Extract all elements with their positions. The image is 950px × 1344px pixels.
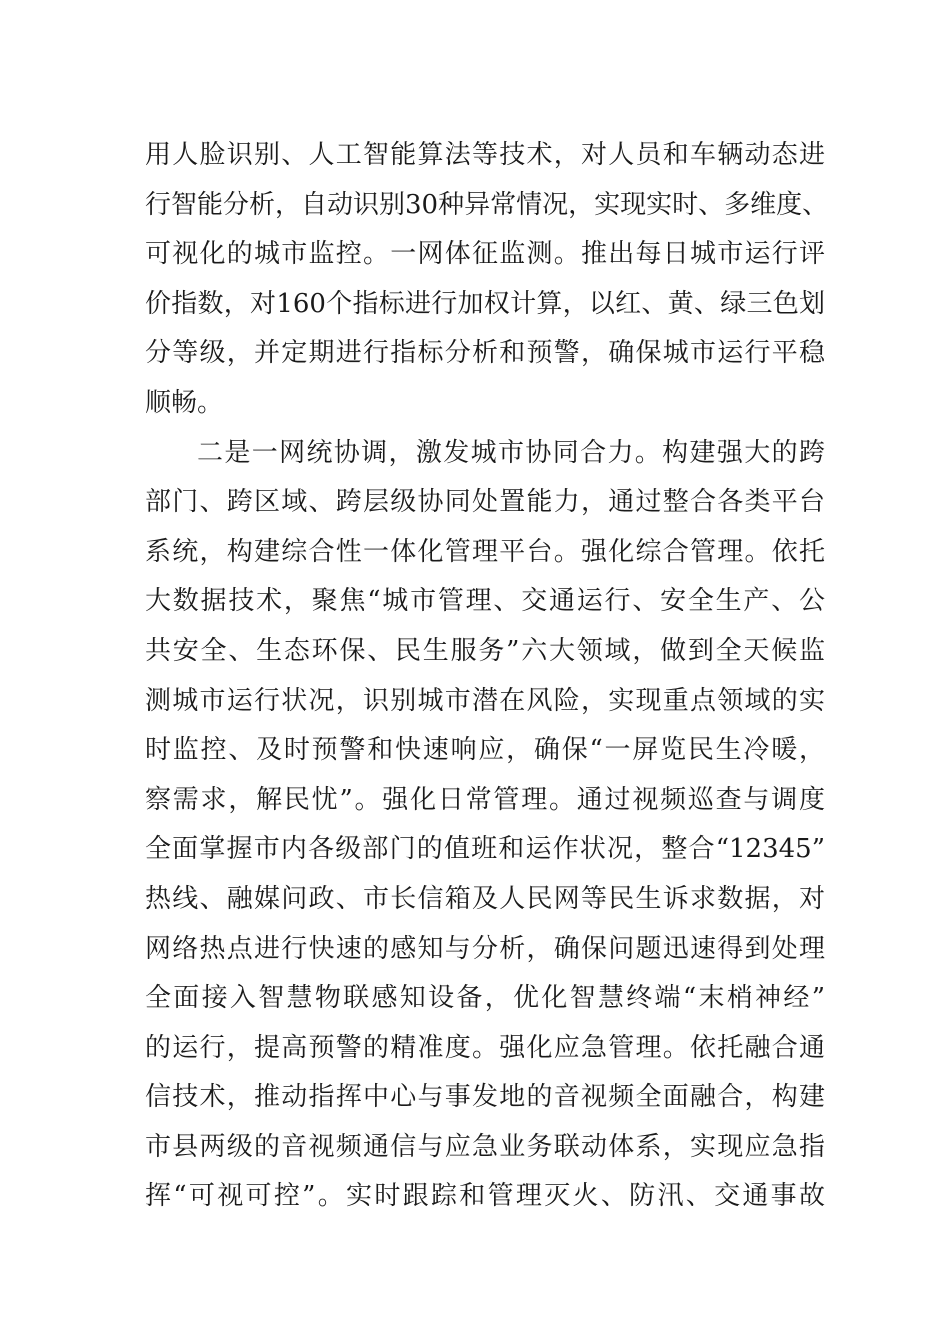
- text-line: 全面掌握市内各级部门的值班和运作状况，整合“12345”: [145, 834, 825, 865]
- text-line: 的运行，提高预警的精准度。强化应急管理。依托融合通: [145, 1032, 825, 1063]
- text-line: 察需求，解民忧”。强化日常管理。通过视频巡查与调度: [145, 784, 825, 815]
- text-line: 市县两级的音视频通信与应急业务联动体系，实现应急指: [145, 1131, 825, 1162]
- text-line: 行智能分析，自动识别30种异常情况，实现实时、多维度、: [145, 189, 829, 220]
- text-line: 时监控、及时预警和快速响应，确保“一屏览民生冷暖，: [145, 735, 825, 766]
- text-line: 网络热点进行快速的感知与分析，确保问题迅速得到处理: [145, 933, 825, 964]
- text-line: 系统，构建综合性一体化管理平台。强化综合管理。依托: [145, 536, 825, 567]
- text-line: 全面接入智慧物联感知设备，优化智慧终端“末梢神经”: [145, 983, 825, 1014]
- text-line: 大数据技术，聚焦“城市管理、交通运行、安全生产、公: [145, 586, 825, 617]
- text-line: 顺畅。: [145, 387, 224, 418]
- paragraph-start-line: 二是一网统协调，激发城市协同合力。构建强大的跨: [197, 437, 825, 468]
- text-line: 共安全、生态环保、民生服务”六大领域，做到全天候监: [145, 635, 825, 666]
- text-line: 信技术，推动指挥中心与事发地的音视频全面融合，构建: [145, 1082, 825, 1113]
- text-line: 可视化的城市监控。一网体征监测。推出每日城市运行评: [145, 239, 825, 270]
- text-line: 测城市运行状况，识别城市潜在风险，实现重点领域的实: [145, 685, 825, 716]
- text-line: 价指数，对160个指标进行加权计算，以红、黄、绿三色划: [145, 288, 825, 319]
- text-line: 分等级，并定期进行指标分析和预警，确保城市运行平稳: [145, 338, 825, 369]
- text-line: 部门、跨区域、跨层级协同处置能力，通过整合各类平台: [145, 487, 825, 518]
- text-line: 挥“可视可控”。实时跟踪和管理灭火、防汛、交通事故: [145, 1181, 825, 1212]
- text-line: 用人脸识别、人工智能算法等技术，对人员和车辆动态进: [145, 140, 825, 170]
- body-text: [145, 131, 829, 1222]
- text-line: 热线、融媒问政、市长信箱及人民网等民生诉求数据，对: [145, 883, 825, 914]
